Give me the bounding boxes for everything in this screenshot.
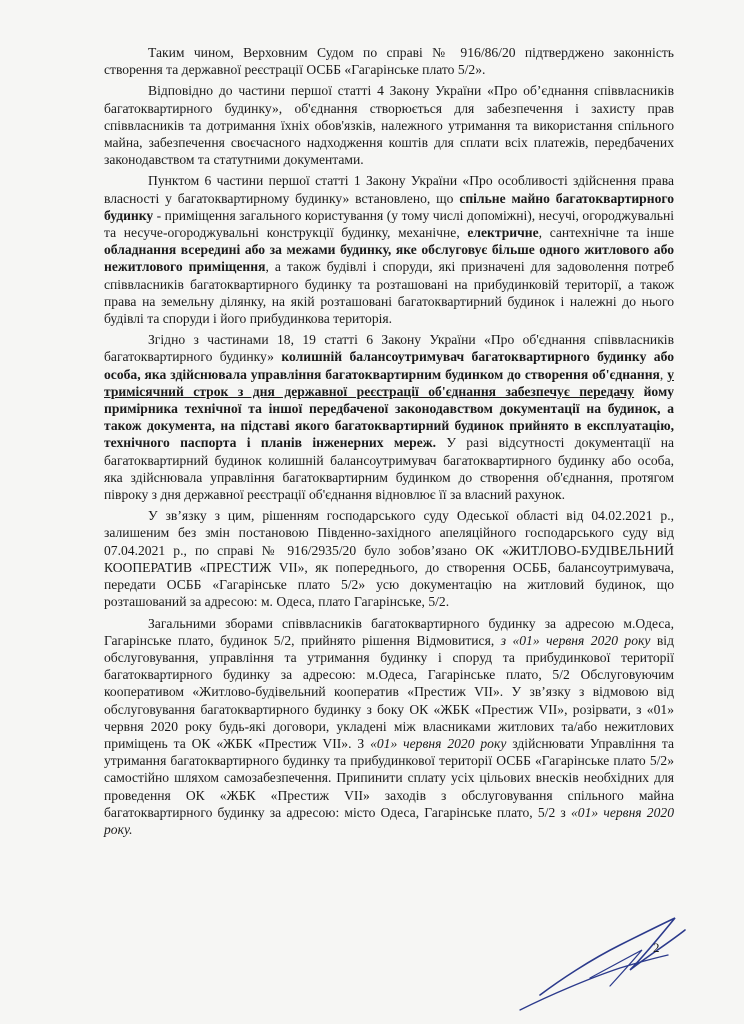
text-run: у тримісячний строк з дня державної реєстрації об'єднання забезпечує передачу xyxy=(104,366,675,399)
text-run: - приміщення загального користування (у тому числі допоміжні), несучі, огороджувальні та несуче-огороджувальні конструкції будинку, механічне, xyxy=(104,207,674,241)
handwritten-signature xyxy=(470,900,700,1020)
text-run: «01» червня 2020 року. xyxy=(104,804,674,837)
text-run: Згідно з частинами 18, 19 статті 6 Закону України «Про об'єднання співвласників багатоквартирного будинку» xyxy=(104,332,674,365)
text-run: , xyxy=(659,366,668,382)
paragraph xyxy=(104,331,674,503)
paragraph xyxy=(104,507,674,610)
text-run: колишній балансоутримувач багатоквартирного будинку або особа, яка здійснювала управління багатоквартирним будинком до створення об'єднання xyxy=(104,349,675,382)
text-run: , а також будівлі і споруди, які призначені для задоволення потреб співвласників багатоквартирного будинку та розташовані на прибудинковій території, а також права на земельну ділянку, на якій розташовані багатоквартирний будинок і належні до нього будівлі та споруди і його прибудинкова територія. xyxy=(104,259,674,327)
text-run: У разі відсутності документації на багатоквартирний будинок колишній балансоутримувач багатоквартирного будинку або особа, яка здійснювала управління багатоквартирним будинком до створення об'єднання, протягом півроку з дня державної реєстрації об'єднання відновлює її за власний рахунок. xyxy=(104,435,674,503)
paragraph xyxy=(104,44,674,78)
text-run: «01» червня 2020 року xyxy=(370,735,507,751)
text-run: , сантехнічне та інше xyxy=(538,225,674,241)
paragraph xyxy=(104,615,674,839)
text-run: електричне xyxy=(467,225,539,241)
text-run: Пунктом 6 частини першої статті 1 Закону України «Про особливості здійснення права власності у багатоквартирному будинку» встановлено, що xyxy=(104,173,674,206)
paragraph xyxy=(104,172,674,327)
text-run: обладнання всередині або за межами будинку, яке обслуговує більше одного житлового або нежитлового приміщення xyxy=(104,242,674,275)
text-run: здійснювати Управління та утримання багатоквартирного будинку та прибудинкової території ОСББ «Гагарінське плато 5/2» самостійно шляхом самозабезпечення. Припинити сплату усіх цільових внесків необхідних для проведення ОК «ЖБК «Престиж VII» заходів з обслуговування спільного майна багатоквартирного будинку за адресою: місто Одеса, Гагарінське плато, 5/2 з xyxy=(104,735,674,820)
text-run: Загальними зборами співвласників багатоквартирного будинку за адресою м.Одеса, Гагарінське плато, будинок 5/2, прийнято рішення Відмовитися, xyxy=(104,615,674,648)
text-run: Відповідно до частини першої статті 4 Закону України «Про об’єднання співвласників багатоквартирного будинку», об'єднання створюється для забезпечення і захисту прав співвласників та дотримання їхніх обов'язків, належного утримання та використання спільного майна, забезпечення своєчасного надходження коштів для сплати всіх платежів, передбачених законодавством та статутними документами. xyxy=(104,83,674,168)
text-run: У зв’язку з цим, рішенням господарського суду Одеської області від 04.02.2021 р., залишеним без змін постановою Південно-західного апеляційного господарського суду від 07.04.2021 р., по справі № 916/2935/20 було зобов’язано ОК «ЖИТЛОВО-БУДІВЕЛЬНИЙ КООПЕРАТИВ «ПРЕСТИЖ VII», як попереднього, до створення ОСББ, балансоутримувача, передати ОСББ «Гагарінське плато 5/2» усю документацію на житловий будинок, що розташований за адресою: м. Одеса, плато Гагарінське, 5/2. xyxy=(104,508,674,610)
text-run: спільне майно багатоквартирного будинку xyxy=(104,190,674,223)
page-number: 2 xyxy=(653,940,660,955)
text-run: з «01» червня 2020 року xyxy=(500,632,651,648)
paragraph xyxy=(104,82,674,168)
text-run: Таким чином, Верховним Судом по справі № 916/86/20 підтверджено законність створення та державної реєстрації ОСББ «Гагарінське плато 5/2». xyxy=(104,45,674,78)
text-run: йому примірника технічної та іншої передбаченої законодавством документації на будинок, а також документа, на підставі якого багатоквартирний будинок прийнято в експлуатацію, технічного паспорта і планів інженерних мереж. xyxy=(104,383,674,451)
document-body xyxy=(104,44,674,838)
text-run: від обслуговування, управління та утримання будинку і споруд та прибудинкової території багатоквартирного будинку за адресою: м.Одеса, Гагарінське плато, 5/2 Обслуговуючим кооперативом «Житлово-будівельний кооператив «Престиж VII». У зв’язку з відмовою від обслуговування багатоквартирного будинку з боку ОК «ЖБК «Престиж VII», розірвати, з «01» червня 2020 року будь-які договори, укладені між власниками житлових та/або нежитлових приміщень та ОК «ЖБК «Престиж VII». З xyxy=(104,632,674,751)
